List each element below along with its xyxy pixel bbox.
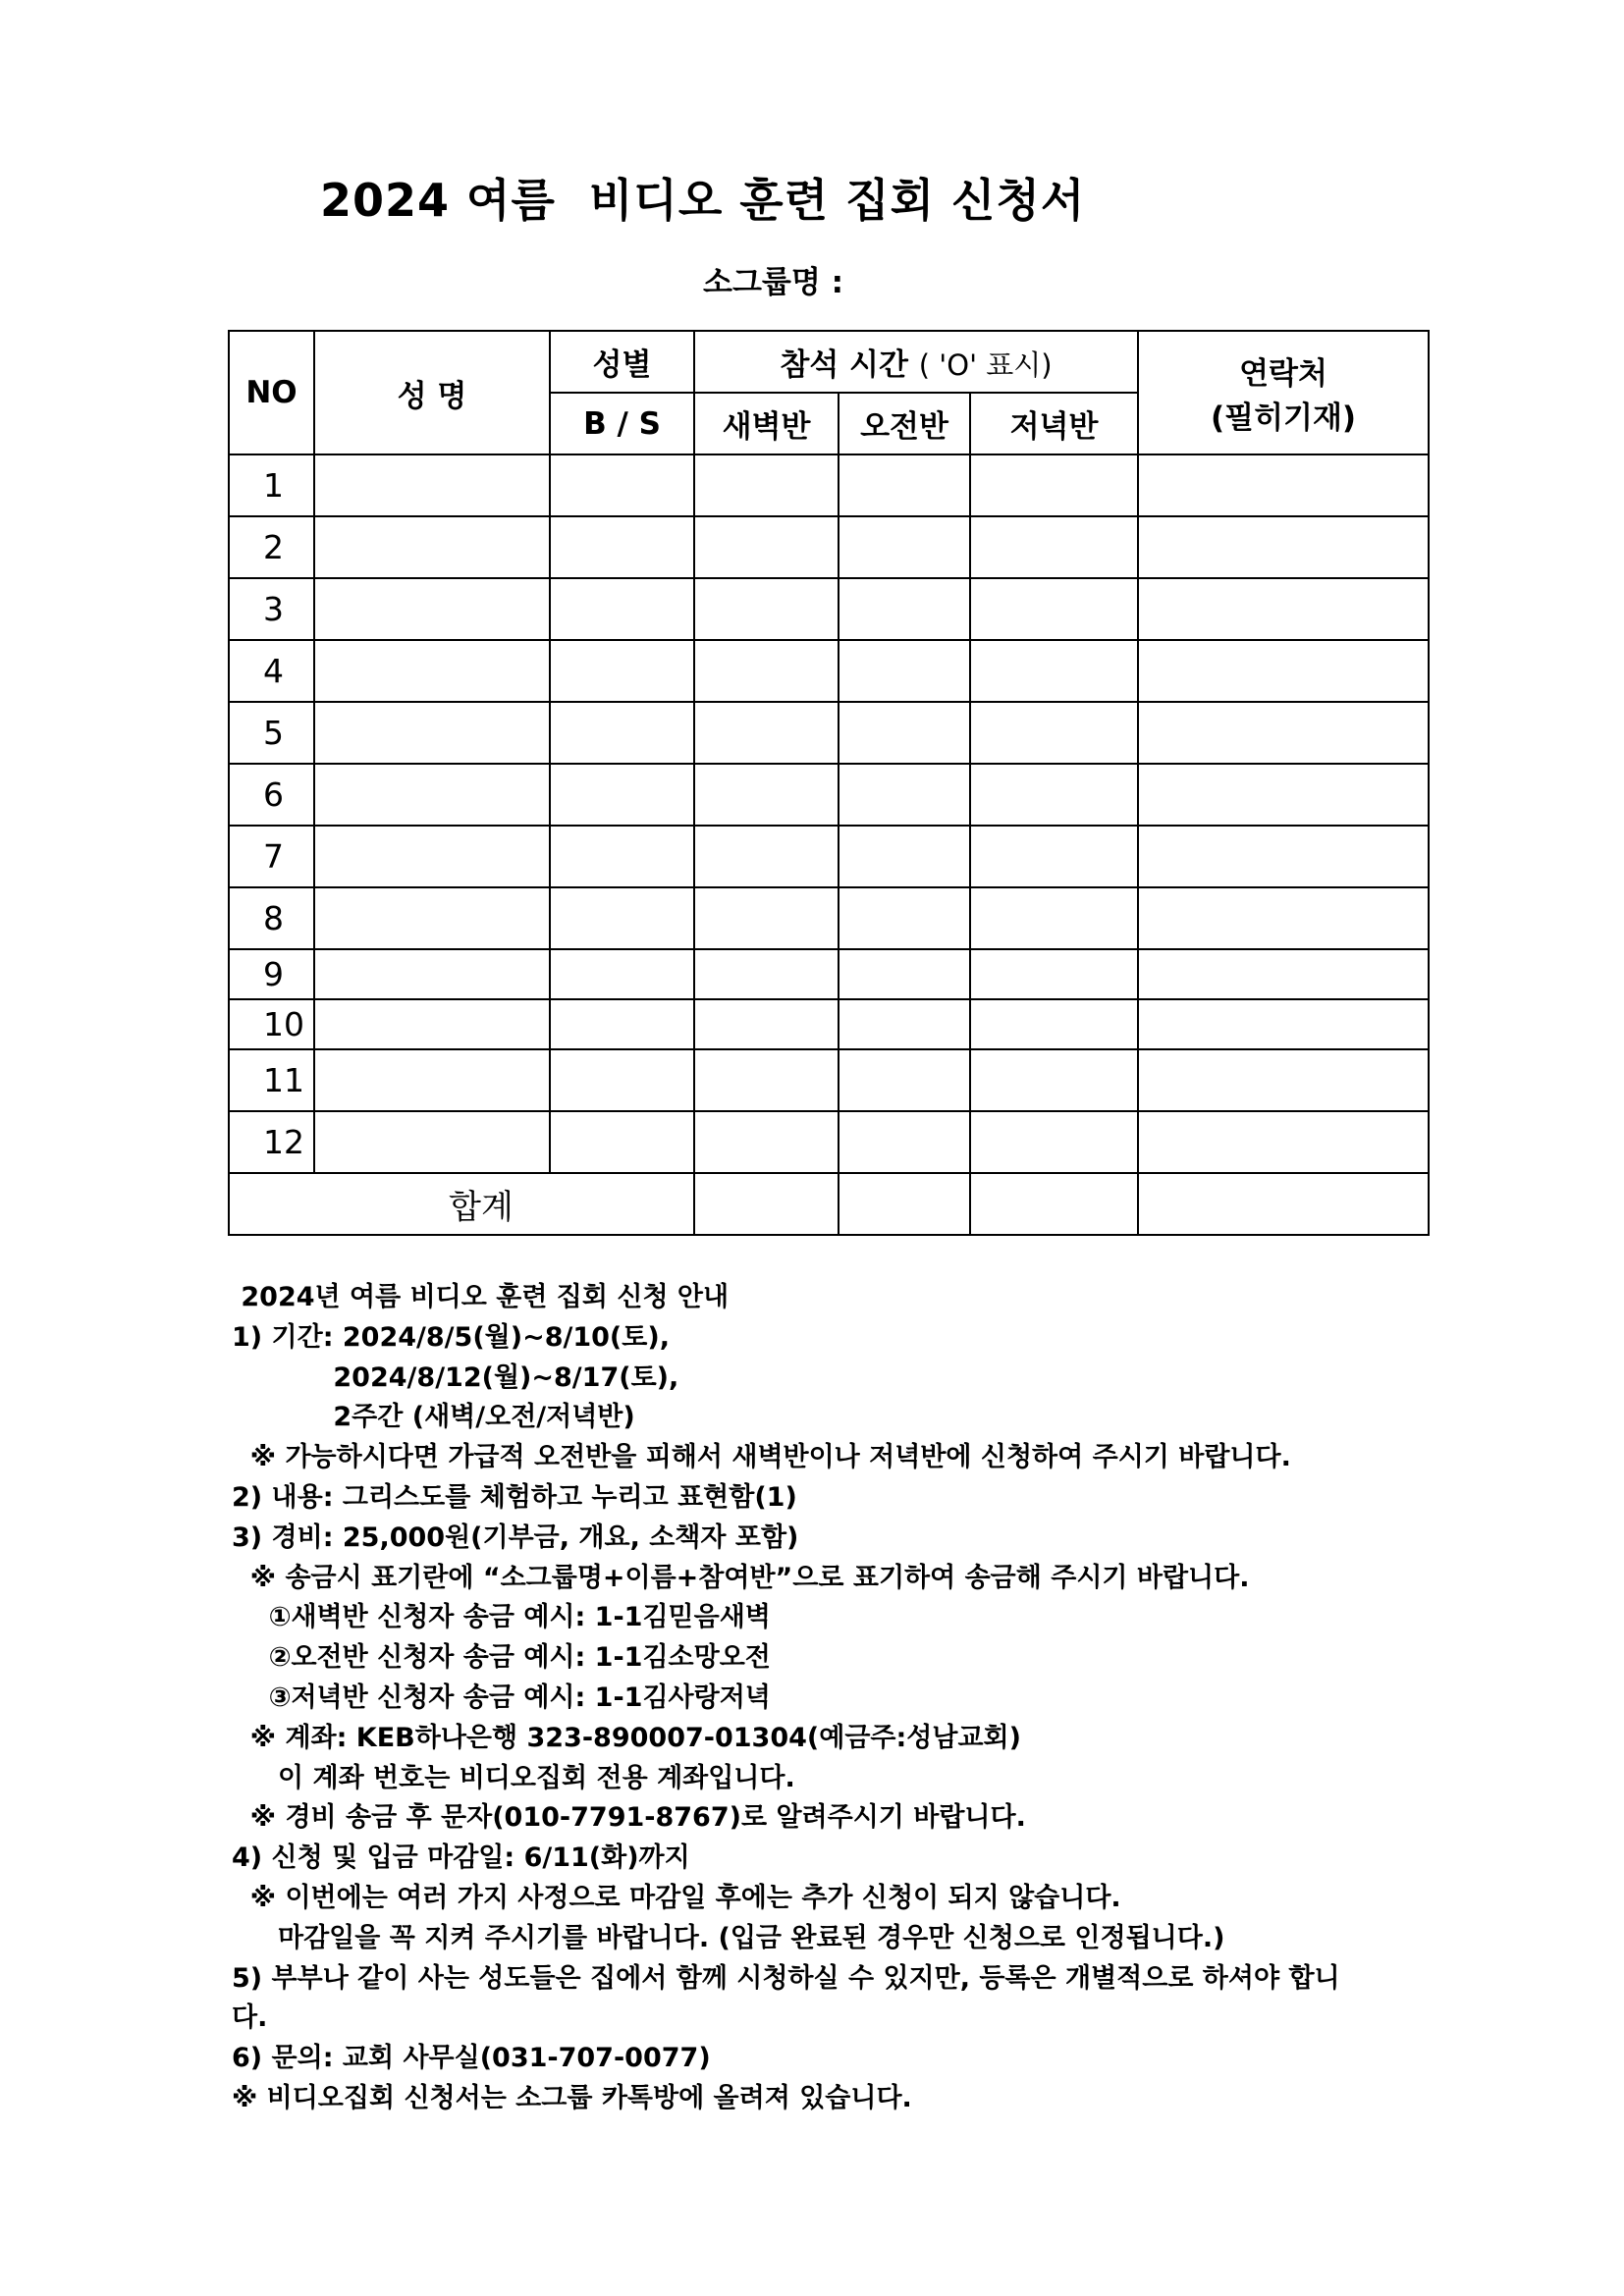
contact-cell[interactable] — [1138, 516, 1429, 578]
note-line: 2024/8/12(월)~8/17(토), — [232, 1362, 679, 1393]
dawn-cell[interactable] — [694, 999, 839, 1049]
morning-cell[interactable] — [839, 702, 970, 764]
table-row — [229, 1049, 1429, 1111]
note-line: 2024년 여름 비디오 훈련 집회 신청 안내 — [232, 1282, 730, 1312]
name-cell[interactable] — [314, 702, 550, 764]
row-number: 3 — [229, 578, 314, 640]
name-cell[interactable] — [314, 999, 550, 1049]
note-line: ③저녁반 신청자 송금 예시: 1-1김사랑저녁 — [232, 1682, 771, 1713]
note-line: 이 계좌 번호는 비디오집회 전용 계좌입니다. — [232, 1762, 795, 1793]
name-cell[interactable] — [314, 454, 550, 516]
header-contact-note: (필히기재) — [1210, 400, 1357, 436]
total-contact-cell[interactable] — [1138, 1173, 1429, 1235]
morning-cell[interactable] — [839, 640, 970, 702]
dawn-cell[interactable] — [694, 887, 839, 949]
contact-cell[interactable] — [1138, 949, 1429, 999]
note-line: 5) 부부나 같이 사는 성도들은 집에서 함께 시청하실 수 있지만, 등록은 개별적으로 하셔야 합니 — [232, 1962, 1340, 1994]
table-row — [229, 454, 1429, 516]
table-row — [229, 764, 1429, 826]
total-dawn-cell[interactable] — [694, 1173, 839, 1235]
row-number: 9 — [229, 949, 314, 999]
gender-cell[interactable] — [550, 764, 694, 826]
row-number: 5 — [229, 702, 314, 764]
note-line: ※ 가능하시다면 가급적 오전반을 피해서 새벽반이나 저녁반에 신청하여 주시기 바랍니다. — [232, 1442, 1291, 1473]
contact-cell[interactable] — [1138, 702, 1429, 764]
application-notes — [232, 1278, 1430, 2119]
row-number: 6 — [229, 764, 314, 826]
gender-cell[interactable] — [550, 1049, 694, 1111]
morning-cell[interactable] — [839, 826, 970, 887]
table-row — [229, 640, 1429, 702]
note-line: 3) 경비: 25,000원(기부금, 개요, 소책자 포함) — [232, 1522, 799, 1553]
dawn-cell[interactable] — [694, 764, 839, 826]
total-label: 합계 — [229, 1173, 694, 1235]
header-slot-morning: 오전반 — [839, 393, 970, 454]
evening-cell[interactable] — [970, 764, 1138, 826]
row-number: 11 — [229, 1049, 314, 1111]
dawn-cell[interactable] — [694, 1111, 839, 1173]
table-row — [229, 516, 1429, 578]
note-line: 4) 신청 및 입금 마감일: 6/11(화)까지 — [232, 1842, 690, 1874]
morning-cell[interactable] — [839, 578, 970, 640]
table-row — [229, 999, 1429, 1049]
header-gender-sub: B / S — [550, 393, 694, 454]
dawn-cell[interactable] — [694, 702, 839, 764]
morning-cell[interactable] — [839, 1111, 970, 1173]
name-cell[interactable] — [314, 826, 550, 887]
gender-cell[interactable] — [550, 999, 694, 1049]
note-line: ※ 송금시 표기란에 “소그룹명+이름+참여반”으로 표기하여 송금해 주시기 바랍니다. — [232, 1562, 1250, 1593]
note-line: ※ 이번에는 여러 가지 사정으로 마감일 후에는 추가 신청이 되지 않습니다. — [232, 1882, 1121, 1913]
note-line: ※ 경비 송금 후 문자(010-7791-8767)로 알려주시기 바랍니다. — [232, 1802, 1026, 1834]
note-line: ①새벽반 신청자 송금 예시: 1-1김믿음새벽 — [232, 1602, 771, 1633]
name-cell[interactable] — [314, 887, 550, 949]
total-evening-cell[interactable] — [970, 1173, 1138, 1235]
name-cell[interactable] — [314, 764, 550, 826]
header-slot-evening: 저녁반 — [970, 393, 1138, 454]
note-line: 2주간 (새벽/오전/저녁반) — [232, 1402, 635, 1433]
header-attendance-label: 참석 시간 — [780, 347, 908, 383]
name-cell[interactable] — [314, 1111, 550, 1173]
evening-cell[interactable] — [970, 578, 1138, 640]
dawn-cell[interactable] — [694, 578, 839, 640]
evening-cell[interactable] — [970, 826, 1138, 887]
evening-cell[interactable] — [970, 516, 1138, 578]
evening-cell[interactable] — [970, 1049, 1138, 1111]
header-name: 성 명 — [314, 331, 550, 454]
name-cell[interactable] — [314, 949, 550, 999]
evening-cell[interactable] — [970, 1111, 1138, 1173]
application-table — [228, 330, 1430, 1236]
row-number: 1 — [229, 454, 314, 516]
evening-cell[interactable] — [970, 949, 1138, 999]
row-number: 8 — [229, 887, 314, 949]
contact-cell[interactable] — [1138, 764, 1429, 826]
contact-cell[interactable] — [1138, 826, 1429, 887]
note-line: 2) 내용: 그리스도를 체험하고 누리고 표현함(1) — [232, 1481, 797, 1513]
evening-cell[interactable] — [970, 702, 1138, 764]
gender-cell[interactable] — [550, 640, 694, 702]
table-row — [229, 826, 1429, 887]
name-cell[interactable] — [314, 640, 550, 702]
contact-cell[interactable] — [1138, 887, 1429, 949]
evening-cell[interactable] — [970, 640, 1138, 702]
table-row — [229, 578, 1429, 640]
morning-cell[interactable] — [839, 887, 970, 949]
morning-cell[interactable] — [839, 516, 970, 578]
dawn-cell[interactable] — [694, 949, 839, 999]
note-line: ※ 계좌: KEB하나은행 323-890007-01304(예금주:성남교회) — [232, 1722, 1021, 1753]
header-contact — [1138, 331, 1429, 454]
total-row — [229, 1173, 1429, 1235]
contact-cell[interactable] — [1138, 1111, 1429, 1173]
contact-cell[interactable] — [1138, 999, 1429, 1049]
row-number: 7 — [229, 826, 314, 887]
gender-cell[interactable] — [550, 949, 694, 999]
row-number: 10 — [229, 999, 314, 1049]
morning-cell[interactable] — [839, 1049, 970, 1111]
form-title: 2024 여름 비디오 훈련 집회 신청서 — [320, 174, 1086, 227]
total-morning-cell[interactable] — [839, 1173, 970, 1235]
group-name-label: 소그룹명 : — [703, 265, 843, 300]
header-no: NO — [229, 331, 314, 454]
header-gender: 성별 — [550, 331, 694, 393]
dawn-cell[interactable] — [694, 454, 839, 516]
dawn-cell[interactable] — [694, 1049, 839, 1111]
gender-cell[interactable] — [550, 1111, 694, 1173]
dawn-cell[interactable] — [694, 516, 839, 578]
header-contact-label: 연락처 — [1239, 356, 1327, 392]
contact-cell[interactable] — [1138, 578, 1429, 640]
row-number: 4 — [229, 640, 314, 702]
gender-cell[interactable] — [550, 454, 694, 516]
header-attendance-note: ( 'O' 표시) — [918, 348, 1053, 382]
dawn-cell[interactable] — [694, 640, 839, 702]
table-row — [229, 1111, 1429, 1173]
gender-cell[interactable] — [550, 516, 694, 578]
dawn-cell[interactable] — [694, 826, 839, 887]
evening-cell[interactable] — [970, 999, 1138, 1049]
contact-cell[interactable] — [1138, 454, 1429, 516]
morning-cell[interactable] — [839, 764, 970, 826]
gender-cell[interactable] — [550, 887, 694, 949]
note-line: ※ 비디오집회 신청서는 소그룹 카톡방에 올려져 있습니다. — [232, 2082, 912, 2113]
name-cell[interactable] — [314, 578, 550, 640]
table-row — [229, 702, 1429, 764]
row-number: 2 — [229, 516, 314, 578]
name-cell[interactable] — [314, 516, 550, 578]
contact-cell[interactable] — [1138, 640, 1429, 702]
contact-cell[interactable] — [1138, 1049, 1429, 1111]
evening-cell[interactable] — [970, 887, 1138, 949]
header-slot-dawn: 새벽반 — [694, 393, 839, 454]
table-row — [229, 887, 1429, 949]
row-number: 12 — [229, 1111, 314, 1173]
note-line: 마감일을 꼭 지켜 주시기를 바랍니다. (입금 완료된 경우만 신청으로 인정됩니다.) — [232, 1922, 1225, 1953]
name-cell[interactable] — [314, 1049, 550, 1111]
gender-cell[interactable] — [550, 578, 694, 640]
note-line: ②오전반 신청자 송금 예시: 1-1김소망오전 — [232, 1642, 771, 1674]
morning-cell[interactable] — [839, 454, 970, 516]
header-attendance — [694, 331, 1138, 393]
note-line: 다. — [232, 2002, 268, 2034]
table-row — [229, 949, 1429, 999]
gender-cell[interactable] — [550, 702, 694, 764]
note-line: 1) 기간: 2024/8/5(월)~8/10(토), — [232, 1321, 670, 1353]
gender-cell[interactable] — [550, 826, 694, 887]
morning-cell[interactable] — [839, 999, 970, 1049]
evening-cell[interactable] — [970, 454, 1138, 516]
morning-cell[interactable] — [839, 949, 970, 999]
note-line: 6) 문의: 교회 사무실(031-707-0077) — [232, 2043, 711, 2074]
